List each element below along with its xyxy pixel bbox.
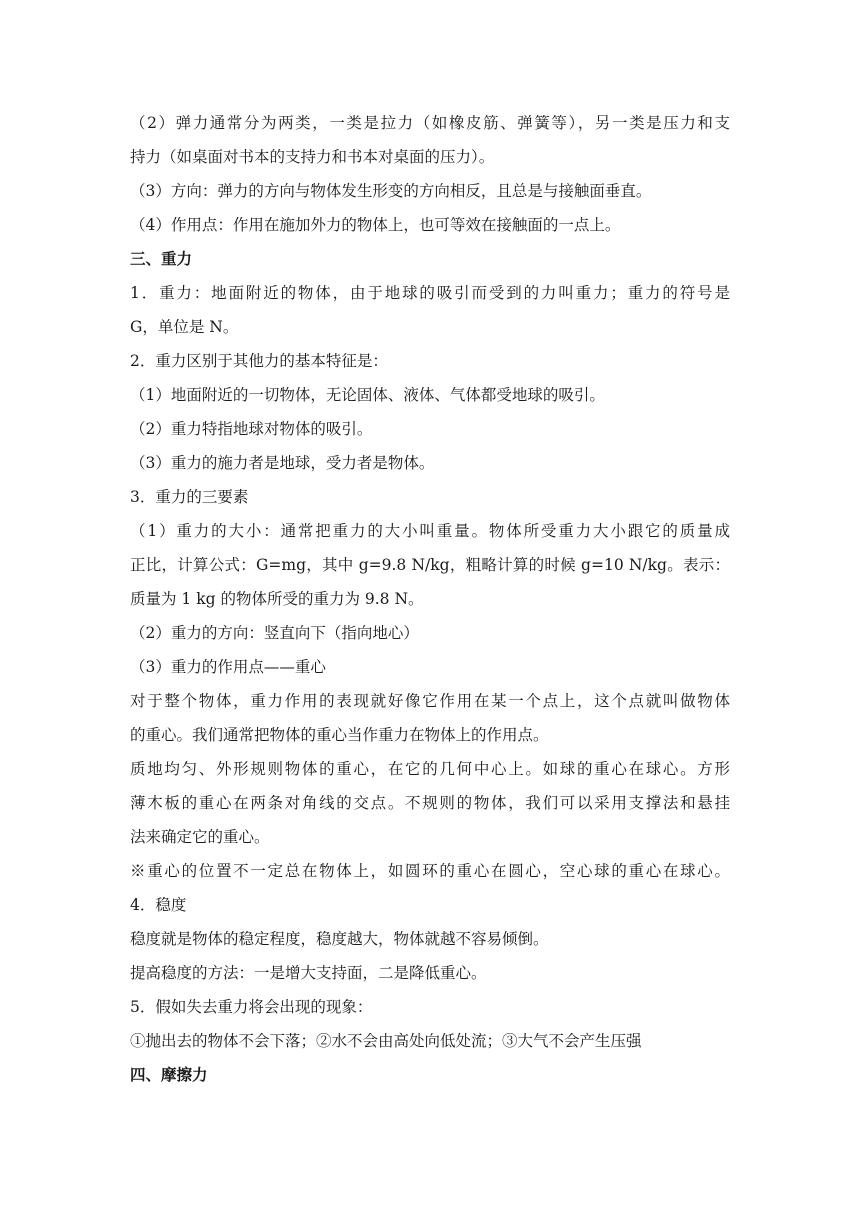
text-line: 4．稳度: [130, 896, 187, 914]
text-line: 的重心。我们通常把物体的重心当作重力在物体上的作用点。: [130, 726, 549, 744]
text-line: 正比，计算公式：G=mg，其中 g=9.8 N/kg，粗略计算的时候 g=10 N/kg。表示：: [130, 556, 730, 574]
text-line: 稳度就是物体的稳定程度，稳度越大，物体就越不容易倾倒。: [130, 930, 549, 948]
text-line: 质地均匀、外形规则物体的重心，在它的几何中心上。如球的重心在球心。方形: [130, 760, 730, 778]
text-line: 薄木板的重心在两条对角线的交点。不规则的物体，我们可以采用支撑法和悬挂: [130, 794, 730, 812]
text-line: 法来确定它的重心。: [130, 828, 270, 846]
section-heading: 三、重力: [130, 249, 193, 268]
document-body: [130, 106, 730, 1092]
text-line: 提高稳度的方法：一是增大支持面，二是降低重心。: [130, 964, 487, 982]
text-line: 质量为 1 kg 的物体所受的重力为 9.8 N。: [130, 590, 424, 608]
text-line: 5．假如失去重力将会出现的现象：: [130, 998, 373, 1016]
text-line: ①抛出去的物体不会下落；②水不会由高处向低处流；③大气不会产生压强: [130, 1032, 642, 1050]
section-heading: 四、摩擦力: [130, 1065, 208, 1084]
text-line: （3）方向：弹力的方向与物体发生形变的方向相反，且总是与接触面垂直。: [130, 182, 652, 200]
text-line: G，单位是 N。: [130, 318, 239, 336]
text-line: （2）重力的方向：竖直向下（指向地心）: [130, 624, 419, 642]
text-line: 1．重力：地面附近的物体，由于地球的吸引而受到的力叫重力；重力的符号是: [130, 284, 730, 302]
text-line: （2）重力特指地球对物体的吸引。: [130, 420, 373, 438]
text-line: （2）弹力通常分为两类，一类是拉力（如橡皮筋、弹簧等），另一类是压力和支: [130, 114, 730, 132]
text-line: 持力（如桌面对书本的支持力和书本对桌面的压力）。: [130, 148, 495, 166]
text-line: （4）作用点：作用在施加外力的物体上，也可等效在接触面的一点上。: [130, 216, 621, 234]
text-line: （1）地面附近的一切物体，无论固体、液体、气体都受地球的吸引。: [130, 386, 605, 404]
text-line: 2．重力区别于其他力的基本特征是：: [130, 352, 388, 370]
text-line: （1）重力的大小：通常把重力的大小叫重量。物体所受重力大小跟它的质量成: [130, 522, 730, 540]
text-line: 3．重力的三要素: [130, 488, 249, 506]
text-line: ※重心的位置不一定总在物体上，如圆环的重心在圆心，空心球的重心在球心。: [130, 862, 730, 880]
text-line: 对于整个物体，重力作用的表现就好像它作用在某一个点上，这个点就叫做物体: [130, 692, 730, 710]
text-line: （3）重力的作用点——重心: [130, 658, 326, 676]
text-line: （3）重力的施力者是地球，受力者是物体。: [130, 454, 435, 472]
